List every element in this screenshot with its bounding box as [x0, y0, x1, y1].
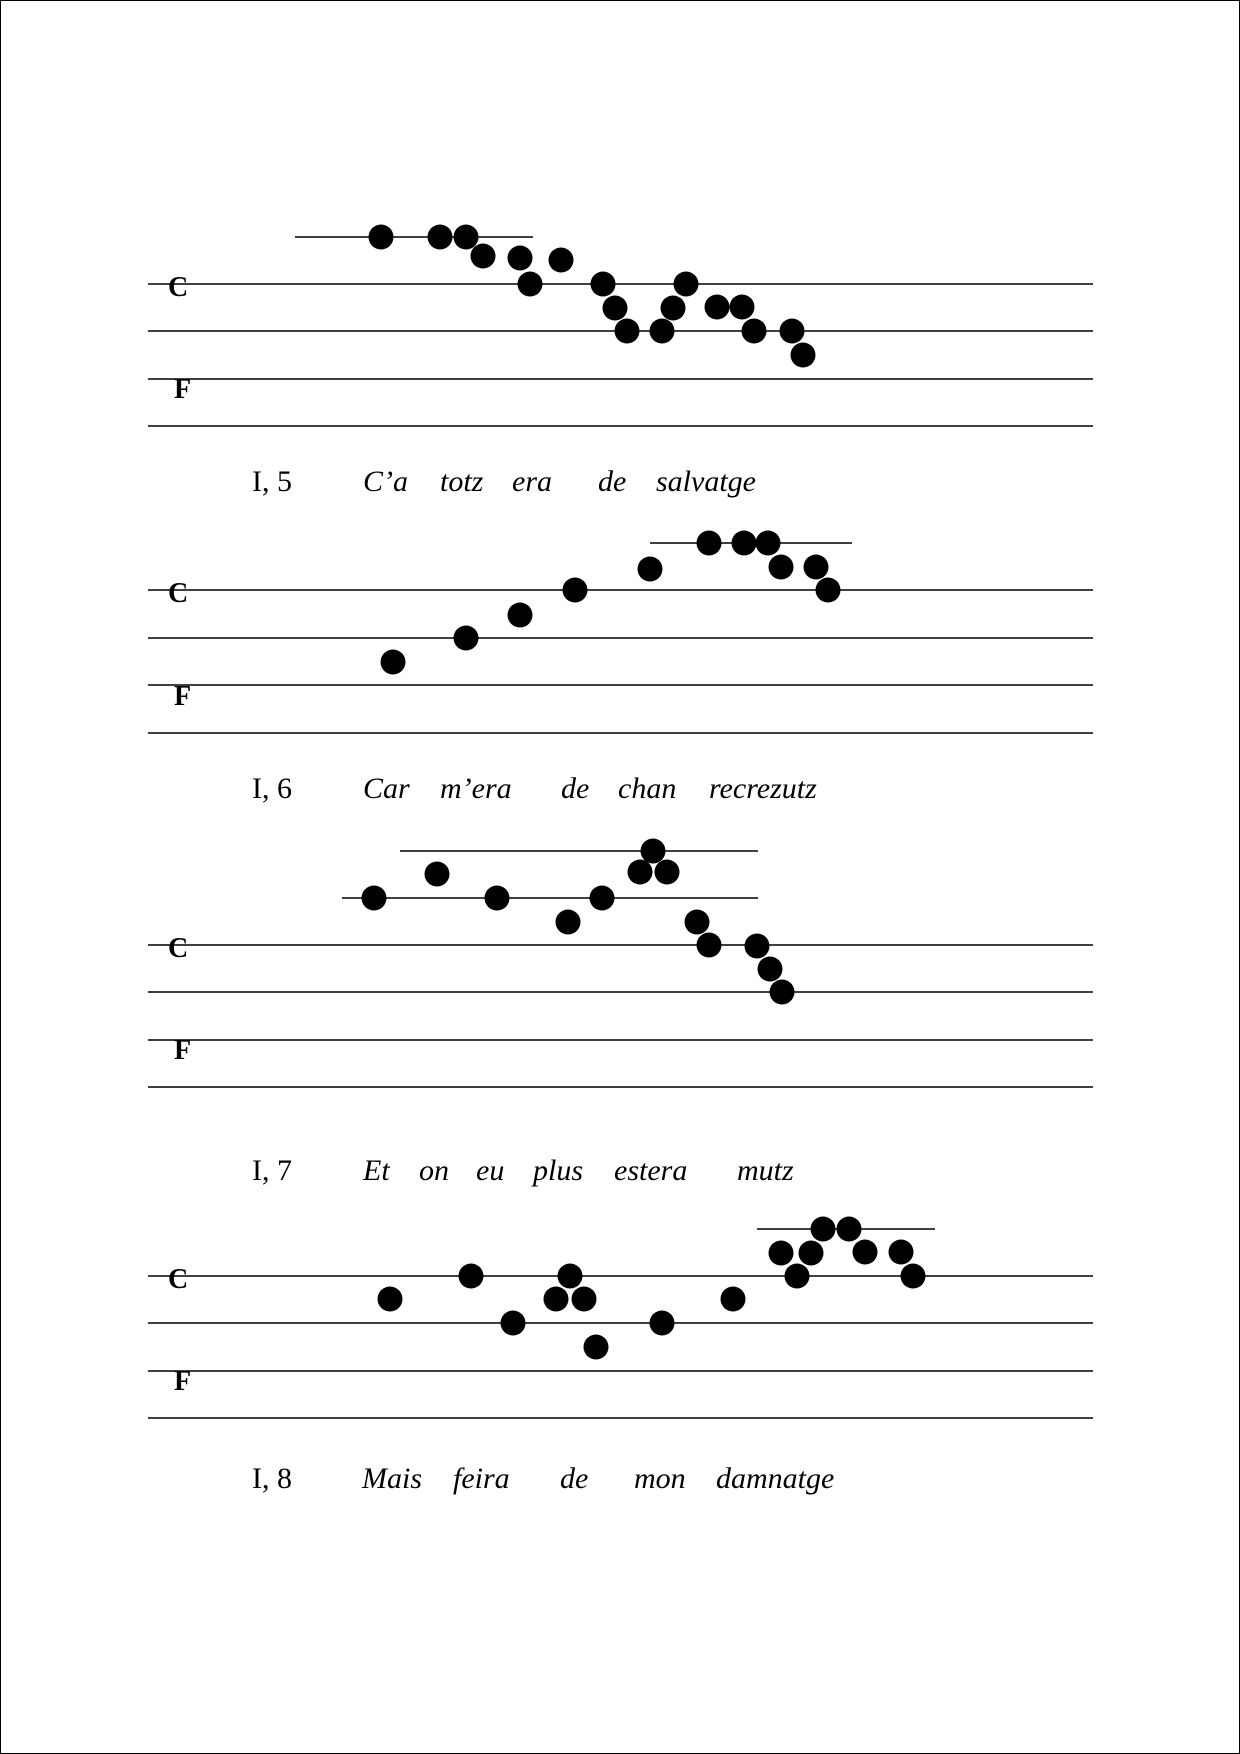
- note: [811, 1217, 836, 1242]
- note: [655, 860, 680, 885]
- note: [730, 295, 755, 320]
- page-border: [1, 1, 1240, 1754]
- lyric-word: salvatge: [656, 465, 756, 498]
- lyric-word: de: [561, 772, 590, 805]
- line-reference: I, 5: [252, 465, 292, 498]
- lyric-word: estera: [614, 1154, 688, 1187]
- note: [544, 1287, 569, 1312]
- note: [769, 1241, 794, 1266]
- line-reference: I, 7: [252, 1154, 292, 1187]
- note: [485, 886, 510, 911]
- lyric-word: Car: [363, 772, 410, 805]
- lyric-word: mutz: [737, 1154, 794, 1187]
- line-reference: I, 6: [252, 772, 292, 805]
- lyric-word: era: [512, 465, 552, 498]
- lyric-word: recrezutz: [709, 772, 817, 805]
- lyric-word: on: [419, 1154, 449, 1187]
- note: [837, 1217, 862, 1242]
- note: [603, 296, 628, 321]
- note: [816, 578, 841, 603]
- clef-c: C: [168, 1264, 189, 1295]
- lyric-word: damnatge: [716, 1462, 835, 1495]
- note: [459, 1264, 484, 1289]
- note: [901, 1264, 926, 1289]
- note: [799, 1241, 824, 1266]
- clef-c: C: [168, 933, 189, 964]
- note: [650, 1311, 675, 1336]
- lyric-word: totz: [440, 465, 484, 498]
- note: [697, 531, 722, 556]
- note: [362, 886, 387, 911]
- lyric-word: eu: [476, 1154, 505, 1187]
- note: [518, 272, 543, 297]
- note: [742, 319, 767, 344]
- note: [381, 650, 406, 675]
- note: [791, 343, 816, 368]
- note: [770, 980, 795, 1005]
- note: [674, 272, 699, 297]
- note: [508, 246, 533, 271]
- note: [508, 603, 533, 628]
- note: [584, 1335, 609, 1360]
- note: [591, 272, 616, 297]
- note: [853, 1240, 878, 1265]
- note: [615, 319, 640, 344]
- lyric-word: mon: [634, 1462, 686, 1495]
- lyric-word: plus: [533, 1154, 584, 1187]
- note: [425, 862, 450, 887]
- note: [378, 1287, 403, 1312]
- lyric-word: feira: [453, 1462, 510, 1495]
- lyric-word: de: [598, 465, 627, 498]
- note: [454, 626, 479, 651]
- note: [732, 531, 757, 556]
- note: [454, 225, 479, 250]
- note: [558, 1264, 583, 1289]
- note: [804, 555, 829, 580]
- note: [780, 319, 805, 344]
- lyric-word: m’era: [440, 772, 512, 805]
- note: [549, 248, 574, 273]
- note: [785, 1264, 810, 1289]
- lyric-word: Et: [363, 1154, 390, 1187]
- note: [705, 295, 730, 320]
- lyric-word: de: [560, 1462, 589, 1495]
- note: [745, 934, 770, 959]
- note: [758, 957, 783, 982]
- note: [501, 1311, 526, 1336]
- clef-f: F: [174, 1035, 192, 1066]
- clef-f: F: [174, 681, 192, 712]
- note: [628, 860, 653, 885]
- note: [685, 910, 710, 935]
- lyric-word: Mais: [362, 1462, 422, 1495]
- line-reference: I, 8: [252, 1462, 292, 1495]
- clef-c: C: [168, 272, 189, 303]
- note: [641, 839, 666, 864]
- note: [889, 1240, 914, 1265]
- note: [428, 225, 453, 250]
- clef-f: F: [174, 1366, 192, 1397]
- lyric-word: chan: [618, 772, 677, 805]
- note: [572, 1287, 597, 1312]
- note: [556, 910, 581, 935]
- note: [590, 886, 615, 911]
- note: [661, 296, 686, 321]
- note: [563, 578, 588, 603]
- note: [697, 933, 722, 958]
- note: [638, 557, 663, 582]
- note: [769, 555, 794, 580]
- clef-c: C: [168, 578, 189, 609]
- lyric-word: C’a: [363, 465, 408, 498]
- note: [650, 319, 675, 344]
- note: [756, 531, 781, 556]
- note: [369, 225, 394, 250]
- note: [471, 244, 496, 269]
- note: [721, 1287, 746, 1312]
- clef-f: F: [174, 374, 192, 405]
